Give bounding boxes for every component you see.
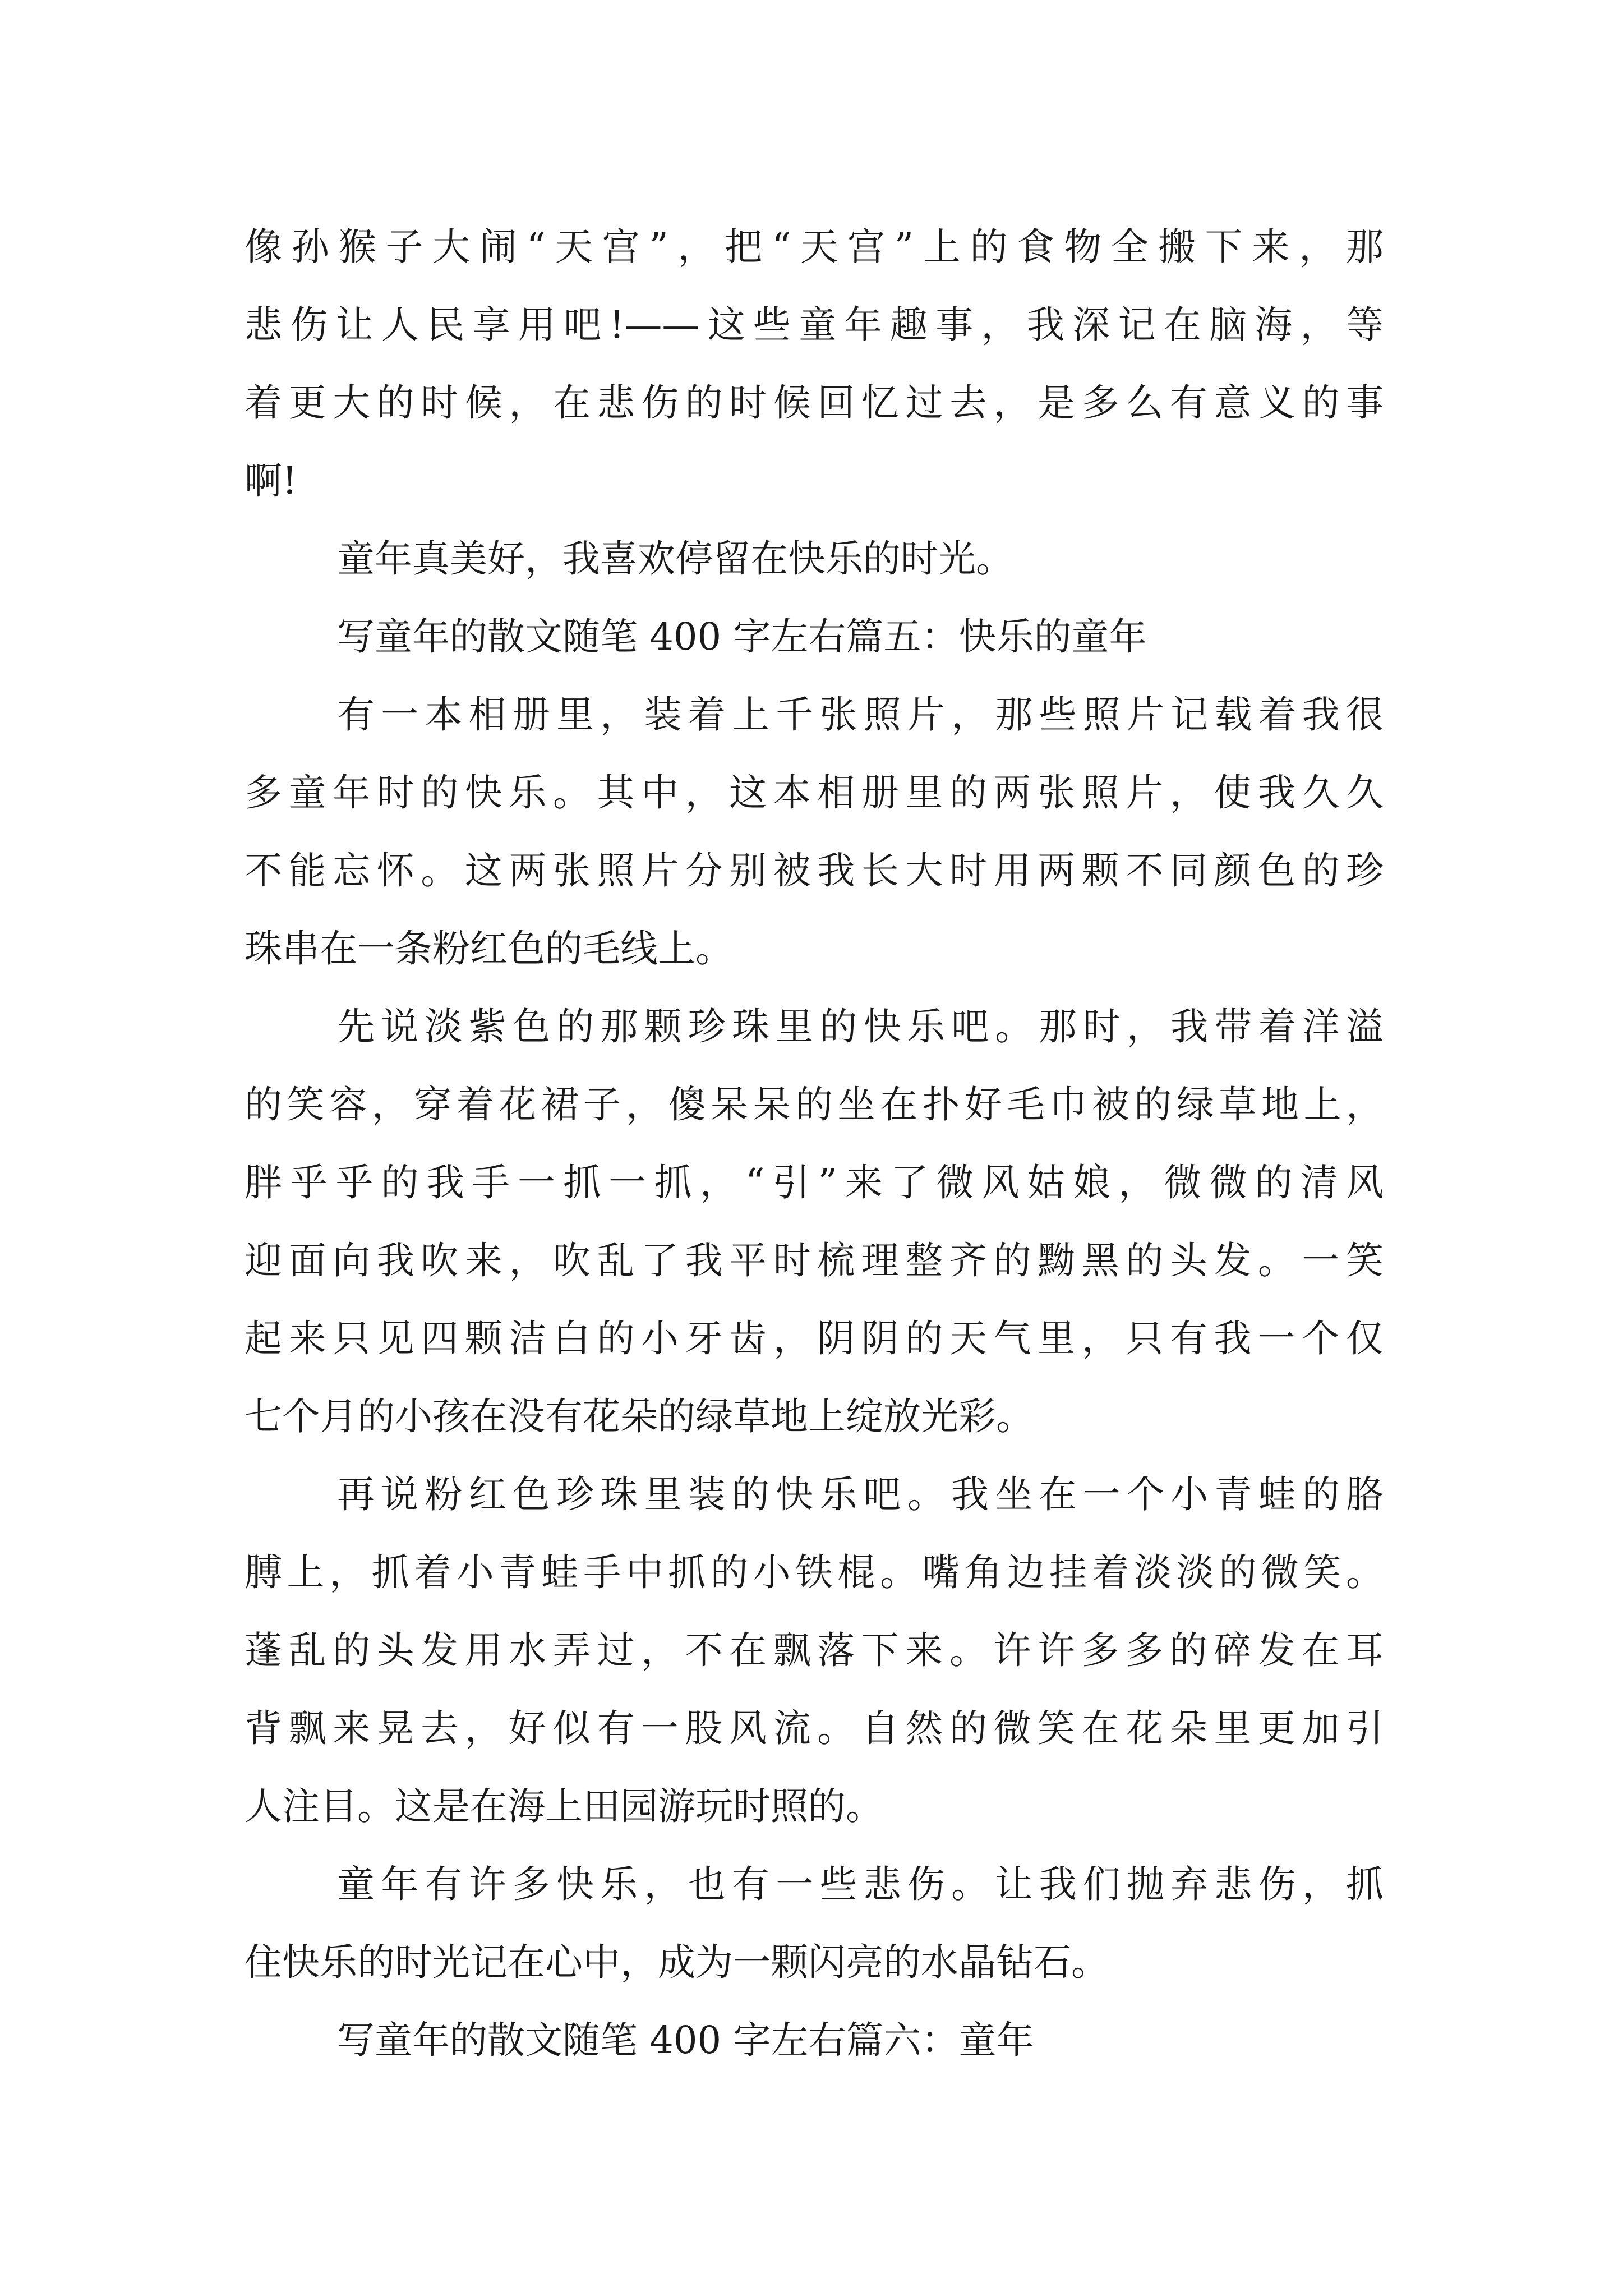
- section-heading: 写童年的散文随笔 400 字左右篇五：快乐的童年: [337, 615, 1147, 659]
- text-line: 蓬乱的头发用水弄过，不在飘落下来。许许多多的碎发在耳: [245, 1628, 1384, 1672]
- paragraph-first-line: 再说粉红色珍珠里装的快乐吧。我坐在一个小青蛙的胳: [337, 1473, 1384, 1516]
- text-line: 不能忘怀。这两张照片分别被我长大时用两颗不同颜色的珍: [245, 849, 1384, 892]
- text-line: 着更大的时候，在悲伤的时候回忆过去，是多么有意义的事: [245, 381, 1384, 425]
- text-line: 人注目。这是在海上田园游玩时照的。: [245, 1784, 883, 1828]
- text-line: 膊上，抓着小青蛙手中抓的小铁棍。嘴角边挂着淡淡的微笑。: [245, 1550, 1384, 1594]
- text-line: 像孙猴子大闹“天宫”，把“天宫”上的食物全搬下来，那: [245, 225, 1384, 269]
- paragraph-first-line: 童年有许多快乐，也有一些悲伤。让我们抛弃悲伤，抓: [337, 1862, 1384, 1906]
- text-line: 悲伤让人民享用吧!——这些童年趣事，我深记在脑海，等: [245, 303, 1384, 347]
- section-heading: 写童年的散文随笔 400 字左右篇六：童年: [337, 2018, 1034, 2062]
- paragraph-first-line: 先说淡紫色的那颗珍珠里的快乐吧。那时，我带着洋溢: [337, 1005, 1384, 1048]
- text-line: 住快乐的时光记在心中，成为一颗闪亮的水晶钻石。: [245, 1940, 1109, 1984]
- text-line: 起来只见四颗洁白的小牙齿，阴阴的天气里，只有我一个仅: [245, 1317, 1384, 1360]
- text-line: 胖乎乎的我手一抓一抓，“引”来了微风姑娘，微微的清风: [245, 1161, 1384, 1204]
- text-line: 珠串在一条粉红色的毛线上。: [245, 927, 733, 970]
- text-line: 的笑容，穿着花裙子，傻呆呆的坐在扑好毛巾被的绿草地上，: [245, 1083, 1384, 1126]
- paragraph-first-line: 有一本相册里，装着上千张照片，那些照片记载着我很: [337, 693, 1384, 737]
- text-line: 七个月的小孩在没有花朵的绿草地上绽放光彩。: [245, 1395, 1034, 1438]
- text-line: 多童年时的快乐。其中，这本相册里的两张照片，使我久久: [245, 771, 1384, 815]
- text-line: 背飘来晃去，好似有一股风流。自然的微笑在花朵里更加引: [245, 1706, 1384, 1750]
- text-line: 啊!: [245, 459, 297, 503]
- text-line: 迎面向我吹来，吹乱了我平时梳理整齐的黝黑的头发。一笑: [245, 1239, 1384, 1282]
- paragraph-first-line: 童年真美好，我喜欢停留在快乐的时光。: [337, 537, 1013, 581]
